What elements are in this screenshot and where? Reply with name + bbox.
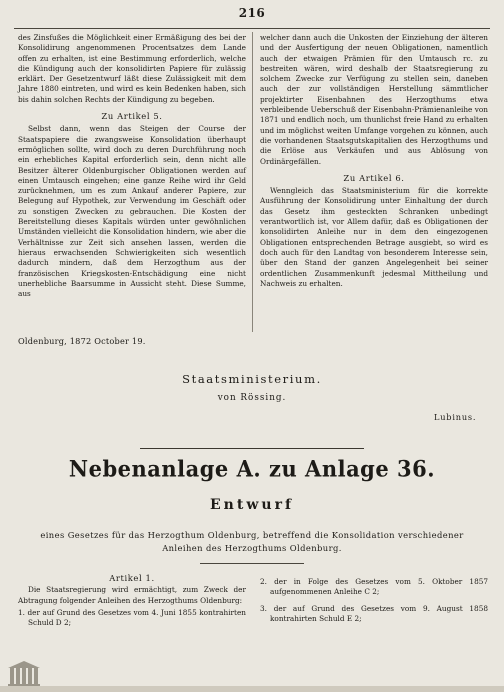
column-divider bbox=[252, 32, 253, 332]
paragraph: welcher dann auch die Unkosten der Einziehung der älteren und der Ausfertigung der neuen Obligationen, namentlich auch der etwaigen Prämien für den Umtausch rc. zu bestreiten wären, wird deshalb der Staatsregierung zu solchem Zwecke zur Verfügung zu stellen sein, daneben auch der zur vollständigen Herstellung sämmtlicher projektirter Eisenbahnen des Herzogthums etwa verbleibende Ueberschuß der Eisenbahn-Prämienanleihe von 1871 und endlich noch, um thunlichst freie Hand zu erhalten und im möglichst weiten Umfange vorgehen zu können, auch die vorhandenen Staatsgutskapitalien des Herzogthums und die Erlöse aus Verkäufen und aus Ablösung von Ordinärgefällen. bbox=[260, 33, 488, 166]
minister-name: von Rössing. bbox=[217, 393, 287, 403]
scan-edge bbox=[0, 686, 504, 692]
paragraph: Die Staatsregierung wird ermächtigt, zum Zweck der Abtragung folgender Anleihen des Herzogthums Oldenburg: bbox=[18, 585, 246, 605]
section-divider bbox=[140, 448, 364, 449]
article-right-column bbox=[260, 575, 488, 624]
list-item: 3. der auf Grund des Gesetzes vom 9. August 1858 kontrahirten Schuld E 2; bbox=[260, 603, 488, 623]
ministry-signature: Staatsministerium. bbox=[182, 372, 322, 386]
header-rule bbox=[14, 28, 490, 29]
section-heading: Zu Artikel 5. bbox=[101, 111, 163, 122]
article-left-column bbox=[18, 573, 246, 628]
section-heading: Zu Artikel 6. bbox=[343, 172, 405, 183]
paragraph: des Zinsfußes die Möglichkeit einer Ermäßigung des bei der Konsolidirung angenommenen Procentsatzes dem Lande offen zu erhalten, ist eine Bestimmung erforderlich, welche die Kündigung auch der konsolidirten Papiere für zulässig erklärt. Der Gesetzentwurf läßt diese Zulässigkeit mit dem Jahre 1880 eintreten, und wird es kein Bedenken haben, sich bis dahin solchen Rechts der Kündigung zu begeben. bbox=[18, 33, 246, 104]
subtitle-rule bbox=[200, 563, 304, 564]
page-number: 216 bbox=[238, 6, 266, 20]
paragraph: Wenngleich das Staatsministerium für die korrekte Ausführung der Konsolidirung unter Einhaltung der durch das Gesetz ihm gesteckten Schranken unbedingt verantwortlich ist, vor Allem dafür, daß es Obligationen der konsolidirten Anleihe nur in dem den eingezogenen Obligationen entsprechenden Betrage ausgiebt, so wird es doch auch für den Landtag von besonderem Interesse sein, über den Stand der ganzen Angelegenheit bei seiner ordentlichen Zusammenkunft jedesmal Mittheilung und Nachweis zu erhalten. bbox=[260, 186, 488, 288]
right-column bbox=[260, 33, 488, 289]
draft-subtitle: eines Gesetzes für das Herzogthum Oldenburg, betreffend die Konsolidation verschiedener Anleihen des Herzogthums Oldenburg. bbox=[40, 530, 464, 553]
library-stamp-icon bbox=[8, 660, 72, 688]
list-item: 2. der in Folge des Gesetzes vom 5. Oktober 1857 aufgenommenen Anleihe C 2; bbox=[260, 577, 488, 597]
list-item: 1. der auf Grund des Gesetzes vom 4. Juni 1855 kontrahirten Schuld D 2; bbox=[18, 607, 246, 628]
annex-title: Nebenanlage A. zu Anlage 36. bbox=[68, 455, 436, 482]
clerk-name: Lubinus. bbox=[434, 412, 477, 422]
article-heading: Artikel 1. bbox=[109, 573, 155, 583]
draft-title: Entwurf bbox=[210, 497, 294, 513]
left-column bbox=[18, 33, 246, 299]
paragraph: Selbst dann, wenn das Steigen der Course der Staatspapiere die zwangsweise Konsolidation überhaupt ermöglichen sollte, wird doch zu deren Durchführung noch ein erhebliches Kapital erforderlich sein, denn nicht alle Besitzer älterer Oldenburgischer Obligationen werden auf einen Umtausch eingehen; eine ganze Reihe wird ihr Geld zurücknehmen, um es zum Ankauf anderer Papiere, zur Belegung auf Hypothek, zur Verwendung im Geschäft oder zu sonstigen Zwecken zu gebrauchen. Die Kosten der Bereitstellung dieses Kapitals würden unter gewöhnlichen Umständen vielleicht die Konsolidation hindern, wie aber die Verhältnisse zur Zeit sich ansehen lassen, werden die hieraus erwachsenden Schwierigkeiten sich wesentlich dadurch mindern, daß dem Herzogthum aus der französischen Kriegskosten-Entschädigung eine nicht unerhebliche Baarsumme in Aussicht steht. Diese Summe, aus bbox=[18, 124, 246, 299]
dateline: Oldenburg, 1872 October 19. bbox=[18, 336, 146, 346]
